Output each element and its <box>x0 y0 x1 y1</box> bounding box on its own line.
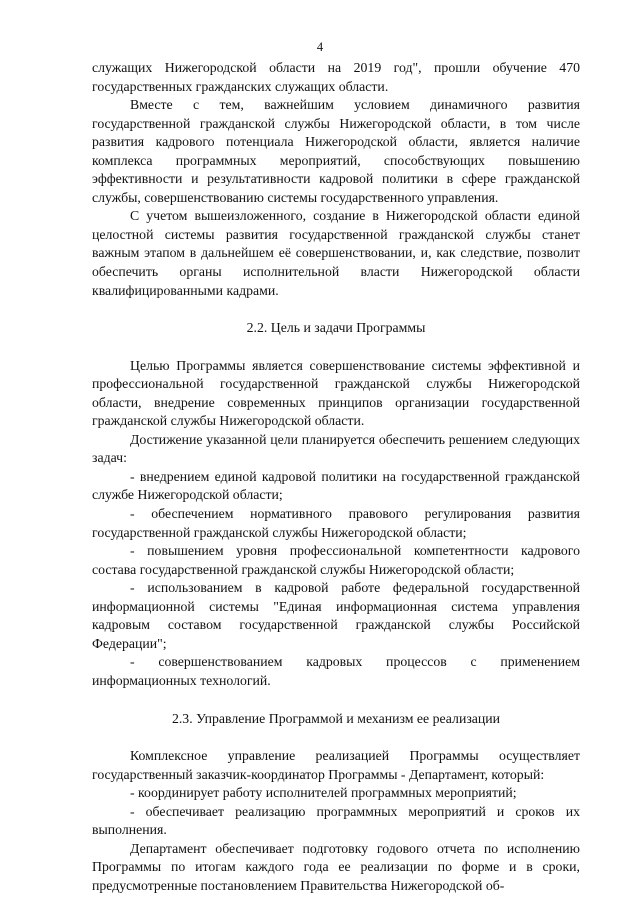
paragraph: Целью Программы является совершенствование системы эффективной и профессиональной государственной гражданской службы Нижегородской области, внедрение современных принципов организации государственной гражданской службы Нижегородской области. <box>92 357 580 429</box>
paragraph: С учетом вышеизложенного, создание в Нижегородской области единой целостной системы развития государственной гражданской службы станет важным этапом в дальнейшем её совершенствовании, и, как следствие, позволит обеспечить органы исполнительной власти Нижегородской области квалифицированными кадрами. <box>92 208 580 298</box>
paragraph: Комплексное управление реализацией Программы осуществляет государственный заказчик-координатор Программы - Департамент, который: <box>92 748 580 782</box>
section-heading: 2.2. Цель и задачи Программы <box>246 320 426 336</box>
list-item: - повышением уровня профессиональной компетентности кадрового состава государственной гражданской службы Нижегородской области; <box>92 543 580 577</box>
document-body <box>92 59 580 895</box>
section-heading: 2.3. Управление Программой и механизм ее реализации <box>171 710 501 726</box>
list-item: - совершенствованием кадровых процессов с применением информационных технологий. <box>92 654 580 688</box>
list-item: - координирует работу исполнителей программных мероприятий; <box>130 785 517 801</box>
list-item: - обеспечивает реализацию программных мероприятий и сроков их выполнения. <box>92 803 580 838</box>
paragraph: служащих Нижегородской области на 2019 год", прошли обучение 470 государственных гражданских служащих области. <box>92 60 580 94</box>
list-item: - обеспечением нормативного правового регулирования развития государственной гражданской службы Нижегородской области; <box>92 506 580 540</box>
paragraph: Вместе с тем, важнейшим условием динамичного развития государственной гражданской службы Нижегородской области, в том числе развития кадрового потенциала Нижегородской области, является наличие комплекса программных мероприятий, способствующих повышению эффективности и результативности кадровой политики в сфере гражданской службы, совершенствованию системы государственного управления. <box>92 97 580 205</box>
list-item: - использованием в кадровой работе федеральной государственной информационной системы "Единая информационная система управления кадровым составом государственной гражданской службы Российской Федерации"; <box>92 580 580 651</box>
paragraph: Департамент обеспечивает подготовку годового отчета по исполнению Программы по итогам каждого года ее реализации по форме и в сроки, предусмотренные постановлением Правительства Нижегородской об- <box>92 840 580 893</box>
page-number: 4 <box>316 40 324 54</box>
list-item: - внедрением единой кадровой политики на государственной гражданской службе Нижегородской области; <box>92 468 580 503</box>
paragraph: Достижение указанной цели планируется обеспечить решением следующих задач: <box>92 431 580 466</box>
